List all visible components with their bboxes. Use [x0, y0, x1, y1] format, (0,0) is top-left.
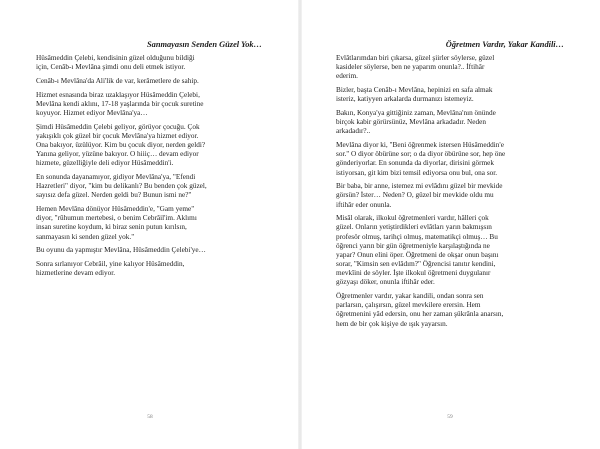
paragraph	[36, 77, 262, 86]
text-line: Sonra sırlanıyor Cebrâil, yine kalıyor Hüsâmeddin,	[36, 260, 185, 269]
text-line: profesör olmuş, tarihçi olmuş, matematikçi olmuş… Bu	[336, 232, 498, 241]
text-line: öğretmenini yâd edersin, onu her zaman şükrânla anarsın,	[336, 310, 504, 319]
text-line: gönderiyorlar. En sonunda da diyorlar, dirisini görmek	[336, 159, 494, 168]
text-line: Bu oyunu da yapmıştır Mevlâna, Hüsâmeddin Çelebi'ye…	[36, 246, 206, 255]
text-line: gözyaşı döker, onunla iftihâr eder.	[336, 278, 435, 287]
text-line: Ona bakıyor, üzülüyor. Kim bu çocuk diyor, nerden geldi?	[36, 141, 206, 150]
text-line: arkadadır?..	[336, 127, 371, 136]
right-running-head: Öğretmen Vardır, Yakar Kandili…	[445, 40, 564, 49]
text-line: sanmayasın ki senden güzel yok."	[36, 232, 135, 241]
text-line: sayısız defa güzel. Nerden geldi bu? Bunun ismi ne?"	[36, 191, 192, 200]
text-line: sor." O diyor öbürüne sor; o da diyor öbürüne sor, hep öne	[336, 150, 506, 159]
text-line: birçok kabir görürsünüz, Mevlâna arkadadır. Neden	[336, 118, 486, 127]
paragraph	[36, 54, 262, 72]
paragraph	[36, 123, 262, 169]
paragraph	[36, 91, 262, 118]
text-line: yakışıklı çok güzel bir çocuk Mevlâna'ya hizmet ediyor.	[36, 131, 199, 140]
paragraph	[36, 246, 262, 255]
paragraph	[336, 141, 564, 178]
left-running-head: Sanmayasın Senden Güzel Yok…	[146, 40, 262, 49]
paragraph	[36, 260, 262, 278]
text-line: Hizmet esnasında biraz uzaklaşıyor Hüsâmeddin Çelebi,	[36, 90, 200, 99]
text-line: Hemen Mevlâna dönüyor Hüsâmeddin'e, "Gam yeme"	[36, 205, 195, 214]
text-line: Öğretmenler vardır, yakar kandili, ondan sonra sen	[336, 292, 484, 301]
text-line: isteriz, katiyyen arkalarda durmanızı istemeyiz.	[336, 95, 474, 104]
text-line: hizmete, güzelliğiyle deli ediyor Hüsâmeddin'i.	[36, 159, 174, 168]
right-page	[300, 0, 600, 449]
text-line: Bakın, Konya'ya gittiğiniz zaman, Mevlâna'nın önünde	[336, 108, 496, 117]
text-line: hizmetlerine devam ediyor.	[36, 269, 116, 278]
text-line: Yanına geliyor, yüzüne bakıyor. O hiiiç… devam ediyor	[36, 150, 199, 159]
paragraph	[336, 109, 564, 136]
left-page-body	[36, 54, 262, 278]
text-line: Cenâb-ı Mevlâna'da Ali'lik de var, kerâmetlere de sahip.	[36, 76, 199, 85]
text-line: görsün? İster… Neden? O, güzel bir mevkide oldu mu	[336, 191, 494, 200]
paragraph	[336, 292, 564, 329]
text-line: En sonunda dayanamıyor, gidiyor Mevlâna'ya, "Efendi	[36, 173, 196, 182]
paragraph	[36, 205, 262, 242]
text-line: güzel. Onların yetiştirdikleri evlâtları yarın bakmışsın	[336, 223, 492, 232]
text-line: parlarsın, çalışırsın, güzel mevkilere erersin. Hem	[336, 301, 481, 310]
paragraph	[336, 54, 564, 81]
text-line: Misâl olarak, ilkokul öğretmenleri vardır, hâlleri çok	[336, 214, 489, 223]
text-line: yapar? Onun elini öper. Öğretmeni de okşar onun başını	[336, 250, 499, 259]
text-line: Hüsâmeddin Çelebi, kendisinin güzel olduğunu bildiği	[36, 54, 195, 62]
paragraph	[336, 182, 564, 209]
text-line: ederim.	[336, 72, 358, 81]
text-line: insan suretine koydum, ki biraz senin putun kırılsın,	[36, 223, 187, 232]
text-line: Hazretleri" diyor, "kim bu delikanlı? Bu benden çok güzel,	[36, 182, 207, 191]
text-line: mevkîini de söyler. İşte ilkokul öğretmeni duygulanır	[336, 269, 491, 278]
text-line: koyuyor. Hizmet ediyor Mevlâna'ya…	[36, 108, 148, 117]
text-line: istiyorsan, git kim bizi temsil ediyorsa onu bul, ona sor.	[336, 168, 498, 177]
paragraph	[336, 214, 564, 287]
right-page-number: 59	[447, 414, 453, 420]
text-line: Bizler, başta Cenâb-ı Mevlâna, hepinizi en safa almak	[336, 86, 493, 95]
paragraph	[36, 173, 262, 200]
text-line: diyor, "rûhumun mertebesi, o benim Cebrâil'im. Aklımı	[36, 214, 197, 223]
text-line: Bir baba, bir anne, istemez mi evlâdını güzel bir mevkide	[336, 182, 503, 191]
text-line: öğrenci yarın bir gün öğretmeniyle karşılaştığında ne	[336, 241, 490, 250]
text-line: için, Cenâb-ı Mevlâna şimdi onu deli etmek istiyor.	[36, 63, 186, 72]
text-line: iftihâr eder onunla.	[336, 200, 392, 209]
right-page-body	[336, 54, 564, 329]
text-line: Şimdi Hüsâmeddin Çelebi geliyor, görüyor çocuğu. Çok	[36, 122, 200, 131]
text-line: Evlâtlarımdan biri çıkarsa, güzel şiirler söylerse, güzel	[336, 54, 495, 62]
left-page-number: 58	[147, 414, 153, 420]
text-line: kasideler söylerse, ben ne yaparım onunla?.. İftihâr	[336, 63, 485, 72]
text-line: Mevlâna diyor ki, "Beni öğrenmek istersen Hüsâmeddin'e	[336, 141, 504, 150]
text-line: sorar, "Kimsin sen evlâdım?" Öğrencisi tanıtır kendini,	[336, 260, 496, 269]
text-line: hem de bir çok kişiye de ışık yayarsın.	[336, 319, 448, 328]
paragraph	[336, 86, 564, 104]
text-line: Mevlâna kendi aklını, 17-18 yaşlarında bir çocuk suretine	[36, 99, 204, 108]
